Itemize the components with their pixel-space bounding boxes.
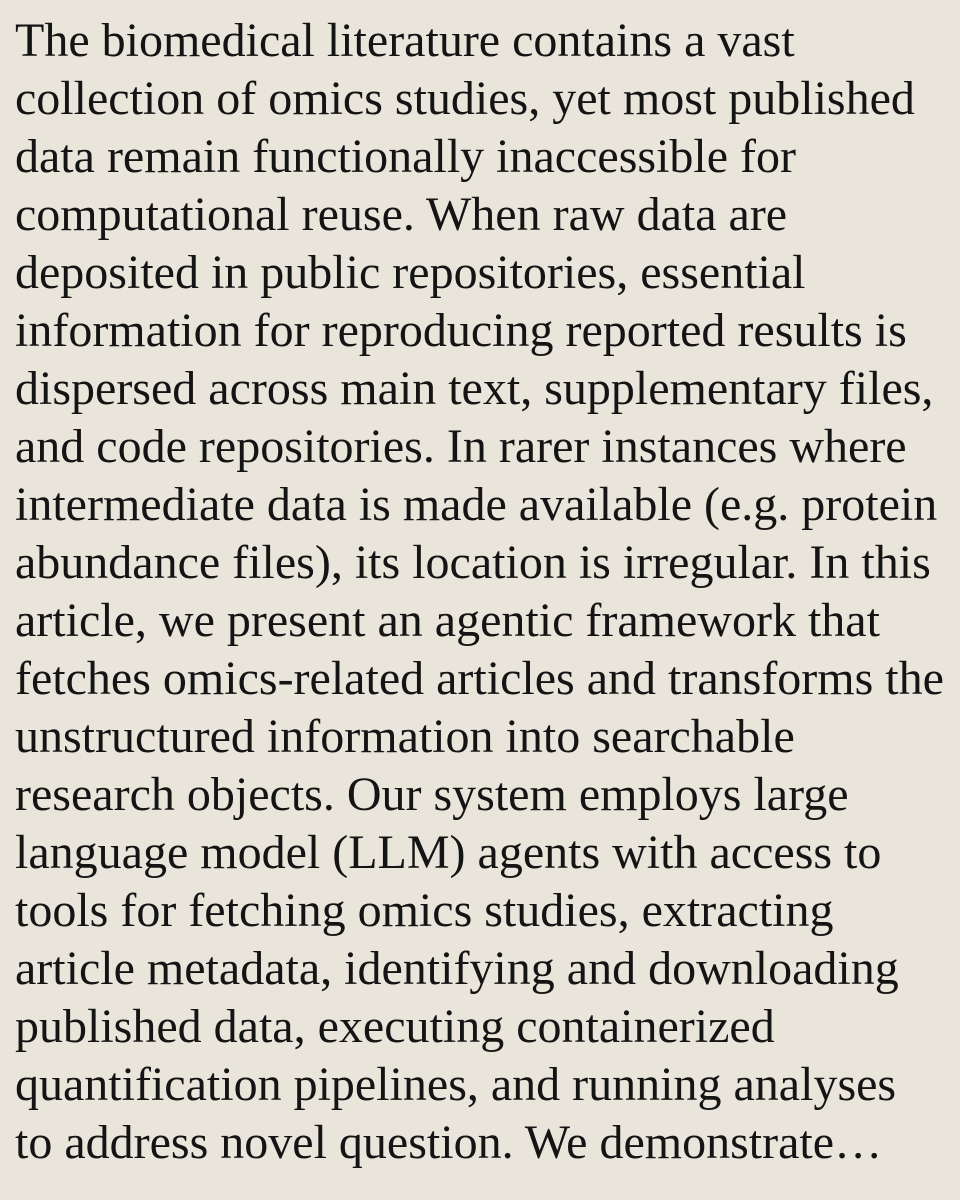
text-line: and code repositories. In rarer instances where (15, 420, 907, 473)
text-line: computational reuse. When raw data are (15, 188, 788, 241)
text-line: article, we present an agentic framework that (15, 594, 880, 647)
text-line: information for reproducing reported results is (15, 304, 907, 357)
text-line: article metadata, identifying and downloading (15, 942, 899, 995)
text-line: deposited in public repositories, essential (15, 246, 806, 299)
text-line: quantification pipelines, and running analyses (15, 1058, 897, 1111)
text-line: language model (LLM) agents with access to (15, 826, 882, 879)
text-line: dispersed across main text, supplementary files, (15, 362, 934, 415)
text-line: abundance files), its location is irregular. In this (15, 536, 931, 589)
text-line: data remain functionally inaccessible for (15, 130, 797, 183)
text-line: collection of omics studies, yet most published (15, 72, 915, 125)
text-line: intermediate data is made available (e.g. protein (15, 478, 938, 531)
text-line: published data, executing containerized (15, 1000, 775, 1053)
text-line: unstructured information into searchable (15, 710, 795, 763)
text-line: The biomedical literature contains a vast (15, 14, 795, 67)
text-line: tools for fetching omics studies, extracting (15, 884, 834, 937)
text-line: fetches omics-related articles and transforms the (15, 652, 944, 705)
text-line: research objects. Our system employs large (15, 768, 849, 821)
abstract-paragraph (15, 12, 944, 1172)
text-line: to address novel question. We demonstrate… (15, 1116, 883, 1169)
